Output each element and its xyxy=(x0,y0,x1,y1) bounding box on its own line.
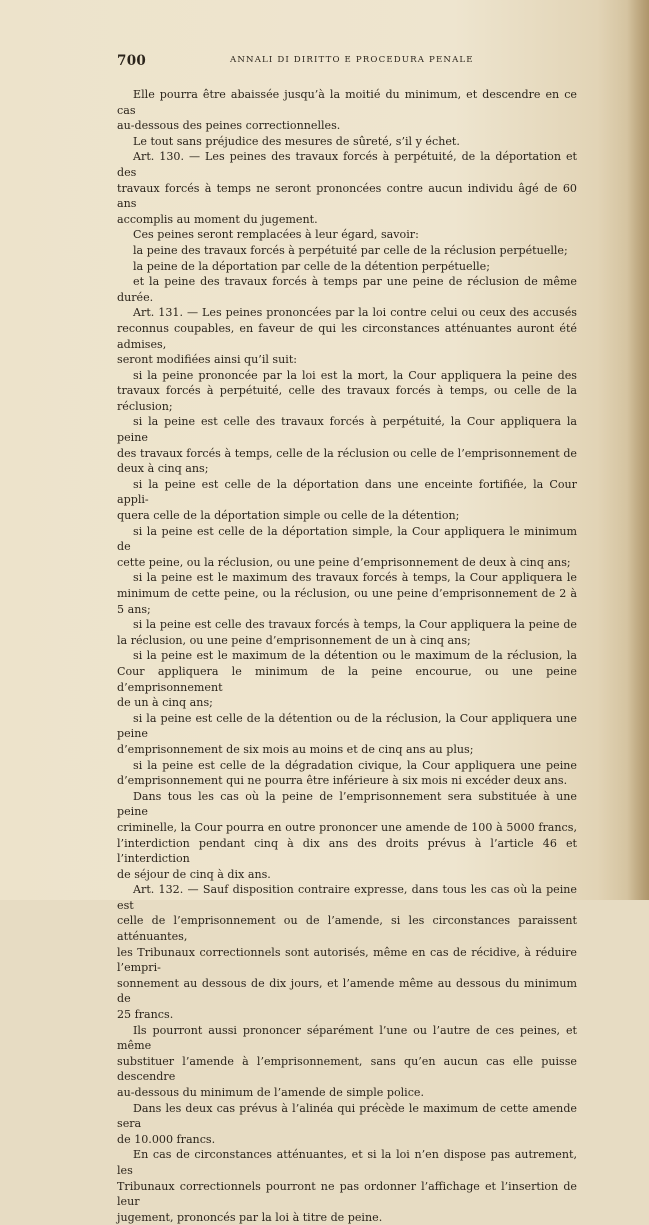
text-line: et la peine des travaux forcés à temps par une peine de réclusion de même durée. xyxy=(117,275,577,304)
text-line: de un à cinq ans; xyxy=(117,696,213,710)
text-line: des travaux forcés à temps, celle de la réclusion ou celle de l’emprisonnement de xyxy=(117,446,577,460)
text-line: si la peine est celle de la déportation dans une enceinte fortifiée, la Cour appli- xyxy=(117,477,577,507)
text-line: si la peine prononcée par la loi est la mort, la Cour appliquera la peine des xyxy=(133,368,577,382)
text-line: Ces peines seront remplacées à leur égard, savoir: xyxy=(133,228,419,242)
text-line: reconnus coupables, en faveur de qui les circonstances atténuantes auront été admises, xyxy=(117,321,577,351)
text-line: accomplis au moment du jugement. xyxy=(117,212,318,226)
text-line: jugement, prononcés par la loi à titre de peine. xyxy=(117,1210,383,1224)
text-line: si la peine est celle des travaux forcés à perpétuité, la Cour appliquera la peine xyxy=(117,415,577,445)
text-line: minimum de cette peine, ou la réclusion, ou une peine d’emprisonnement de 2 à 5 ans; xyxy=(117,587,577,616)
text-line: En cas de circonstances atténuantes, et si la loi n’en dispose pas autrement, les xyxy=(117,1148,577,1177)
text-line: Art. 130. — Les peines des travaux forcés à perpétuité, de la déportation et des xyxy=(117,150,577,179)
text-line: Le tout sans préjudice des mesures de sûreté, s’il y échet. xyxy=(133,134,460,148)
text-line: criminelle, la Cour pourra en outre prononcer une amende de 100 à 5000 francs, xyxy=(117,820,577,834)
text-line: quera celle de la déportation simple ou celle de la détention; xyxy=(117,509,460,523)
text-line: au-dessous du minimum de l’amende de simple police. xyxy=(117,1086,425,1099)
text-line: celle de l’emprisonnement ou de l’amende, si les circonstances paraissent atténuantes, xyxy=(117,914,577,944)
text-line: de séjour de cinq à dix ans. xyxy=(117,867,271,881)
body-text xyxy=(117,87,577,1225)
text-line: seront modifiées ainsi qu’il suit: xyxy=(117,353,298,367)
text-line: d’emprisonnement de six mois au moins et de cinq ans au plus; xyxy=(117,742,474,756)
text-line: au-dessous des peines correctionnelles. xyxy=(117,119,341,133)
text-line: la réclusion, ou une peine d’emprisonnement de un à cinq ans; xyxy=(117,633,471,647)
text-line: Tribunaux correctionnels pourront ne pas ordonner l’affichage et l’insertion de leur xyxy=(117,1179,577,1209)
text-line: Ils pourront aussi prononcer séparément l’une ou l’autre de ces peines, et même xyxy=(117,1023,577,1053)
text-line: 25 francs. xyxy=(117,1008,174,1022)
text-line: substituer l’amende à l’emprisonnement, sans qu’en aucun cas elle puisse descendre xyxy=(117,1054,577,1084)
text-line: si la peine est le maximum des travaux forcés à temps, la Cour appliquera le xyxy=(133,571,577,585)
running-header xyxy=(117,53,577,69)
text-line: la peine des travaux forcés à perpétuité par celle de la réclusion perpétuelle; xyxy=(133,243,568,257)
text-line: d’emprisonnement qui ne pourra être inférieure à six mois ni excéder deux ans. xyxy=(117,774,568,788)
text-line: si la peine est celle de la détention ou de la réclusion, la Cour appliquera une peine xyxy=(117,711,577,741)
text-line: si la peine est celle de la déportation simple, la Cour appliquera le minimum de xyxy=(117,524,577,554)
text-line: de 10.000 francs. xyxy=(117,1132,216,1146)
text-line: Dans les deux cas prévus à l’alinéa qui précède le maximum de cette amende sera xyxy=(117,1101,577,1131)
text-line: travaux forcés à temps ne seront prononcées contre aucun individu âgé de 60 ans xyxy=(117,181,577,211)
text-line: cette peine, ou la réclusion, ou une peine d’emprisonnement de deux à cinq ans; xyxy=(117,555,571,569)
text-line: Elle pourra être abaissée jusqu’à la moitié du minimum, et descendre en ce cas xyxy=(117,88,577,117)
text-line: si la peine est celle des travaux forcés à temps, la Cour appliquera la peine de xyxy=(133,618,577,632)
page-number: 700 xyxy=(117,53,147,69)
text-line: l’interdiction pendant cinq à dix ans des droits prévus à l’article 46 et l’interdiction xyxy=(117,836,577,866)
text-line: Art. 132. — Sauf disposition contraire expresse, dans tous les cas où la peine est xyxy=(117,883,577,912)
running-title: ANNALI DI DIRITTO E PROCEDURA PENALE xyxy=(230,55,474,65)
text-line: la peine de la déportation par celle de la détention perpétuelle; xyxy=(133,259,490,273)
text-line: deux à cinq ans; xyxy=(117,462,209,476)
text-line: si la peine est celle de la dégradation civique, la Cour appliquera une peine xyxy=(133,758,577,772)
text-line: sonnement au dessous de dix jours, et l’amende même au dessous du minimum de xyxy=(117,976,577,1006)
text-line: Art. 131. — Les peines prononcées par la loi contre celui ou ceux des accusés xyxy=(133,306,577,320)
binding-shadow xyxy=(627,0,649,900)
text-line: Cour appliquera le minimum de la peine encourue, ou une peine d’emprisonnement xyxy=(117,664,577,694)
text-line: si la peine est le maximum de la détention ou le maximum de la réclusion, la xyxy=(133,649,577,663)
text-line: travaux forcés à perpétuité, celle des travaux forcés à temps, ou celle de la réclusion; xyxy=(117,384,577,413)
text-line: Dans tous les cas où la peine de l’emprisonnement sera substituée à une peine xyxy=(117,789,577,819)
text-line: les Tribunaux correctionnels sont autorisés, même en cas de récidive, à réduire l’empri- xyxy=(117,945,577,975)
